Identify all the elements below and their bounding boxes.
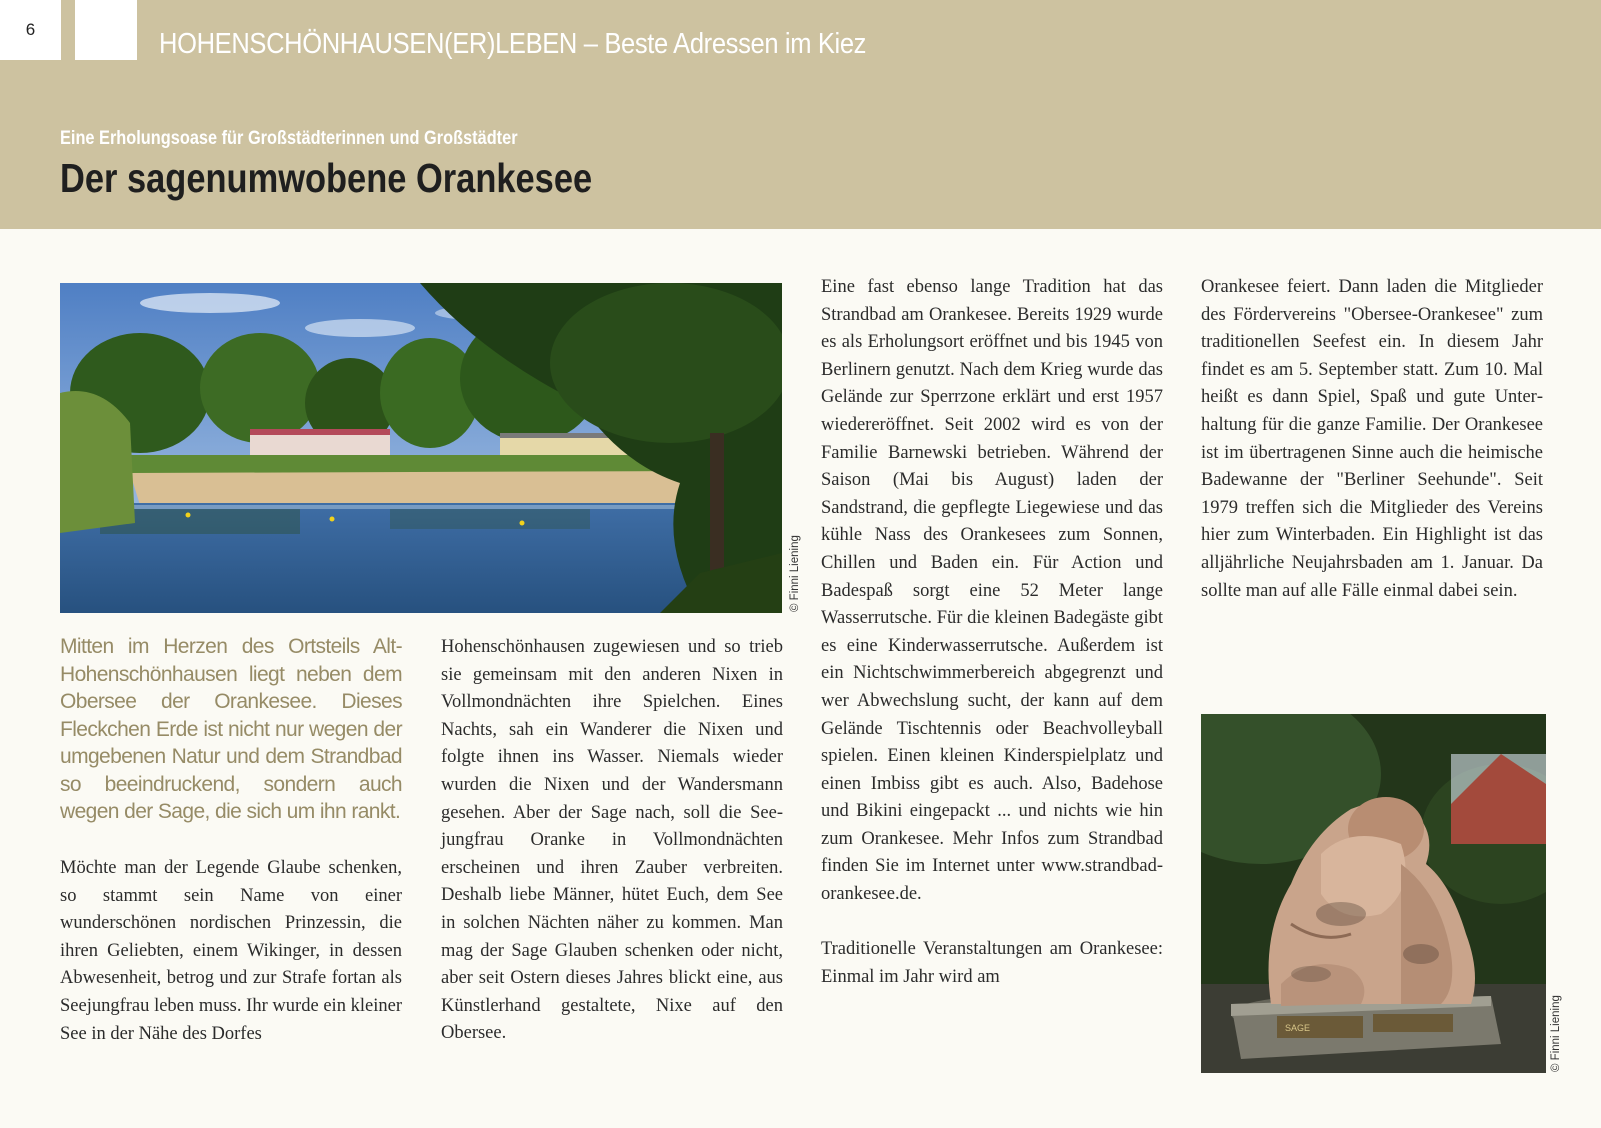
col2-paragraph-1: Hohenschönhausen zugewiesen und so trieb sie gemeinsam mit den anderen Nixen in Vollmondnächten ihre Spielchen. Eines Nachts, sah ein Wanderer die Nixen und folgte ihnen ins Wasser. Niemals wieder wurden die Nixen und der Wandersmann gesehen. Aber der Sage nach, soll die Seejungfrau Oranke in Vollmondnächten erscheinen und ihren Zauber verbreiten. Deshalb liebe Männer, hütet Euch, dem See in solchen Nächten näher zu kommen. Man mag der Sage Glauben schenken oder nicht, aber seit Ostern dieses Jahres blickt eine, aus Künstlerhand gestaltete, Nixe auf den Obersee. bbox=[441, 637, 783, 1044]
article-kicker: Eine Erholungsoase für Großstädterinnen und Großstädter bbox=[60, 128, 518, 149]
column-1 bbox=[60, 855, 402, 1048]
lake-photo bbox=[60, 283, 782, 613]
col1-paragraph-1: Möchte man der Legende Glaube schenken, so stammt sein Name von einer wunderschönen nordischen Prinzessin, die ihren Geliebten, einem Wikinger, in dessen Abwesenheit, betrog und zur Strafe fortan als Seejungfrau leben muss. Ihr wurde ein kleiner See in der Nähe des Dorfes bbox=[60, 858, 402, 1044]
column-3 bbox=[821, 274, 1163, 991]
sculpture-photo bbox=[1201, 714, 1546, 1073]
col3-paragraph-1: Eine fast ebenso lange Tradition hat das Strandbad am Orankesee. Bereits 1929 wurde es als Erholungsort eröffnet und bis 1945 von Berlinern genutzt. Nach dem Krieg wurde das Gelände zur Sperrzone erklärt und erst 1957 wiedereröffnet. Seit 2002 wird es von der Familie Barnewski betrieben. Während der Saison (Mai bis August) laden der Sandstrand, die gepflegte Liegewiese und das kühle Nass des Orankesees zum Sonnen, Chillen und Baden ein. Für Action und Badespaß sorgt eine 52 Meter lange Wasserrutsche. Für die kleinen Badegäste gibt es eine Kinderwasserrutsche. Außerdem ist ein Nichtschwimmerbereich abgegrenzt und wer Abwechslung sucht, der kann auf dem Gelände Tischtennis oder Beachvolleyball spielen. Einen kleinen Kinderspielplatz und einen Imbiss gibt es auch. Also, Badehose und Bikini eingepackt ... und nichts wie hin zum Orankesee. Mehr Infos zum Strandbad finden Sie im Internet unter www.strandbad-orankesee.de. bbox=[821, 277, 1163, 905]
column-2 bbox=[441, 634, 783, 1048]
page-number: 6 bbox=[0, 0, 61, 60]
sculpture-plaque-text: SAGE bbox=[1285, 1023, 1311, 1033]
article-headline: Der sagenumwobene Orankesee bbox=[60, 155, 593, 201]
column-4 bbox=[1201, 274, 1543, 605]
lake-photo-credit: © Finni Liening bbox=[789, 535, 801, 612]
col3-paragraph-2: Traditionelle Veranstaltungen am Orankesee: Einmal im Jahr wird am bbox=[821, 939, 1163, 987]
page-header bbox=[0, 0, 1601, 229]
running-title: HOHENSCHÖNHAUSEN(ER)LEBEN – Beste Adressen im Kiez bbox=[159, 28, 867, 60]
lead-paragraph: Mitten im Herzen des Ortsteils Alt-Hohenschönhausen liegt neben dem Obersee der Orankesee. Dieses Fleckchen Erde ist nicht nur wegen der umgebenen Natur und dem Strandbad so beeindruckend, sondern auch wegen der Sage, die sich um ihn rankt. bbox=[60, 635, 402, 823]
lake-photo-image bbox=[60, 283, 782, 613]
sculpture-photo-image bbox=[1201, 714, 1546, 1073]
header-decor-square bbox=[75, 0, 137, 60]
col4-paragraph-1: Orankesee feiert. Dann laden die Mitglieder des Fördervereins "Obersee-Orankesee" zum traditionellen Seefest ein. In diesem Jahr findet es am 5. September statt. Zum 10. Mal heißt es dann Spiel, Spaß und gute Unterhaltung für die ganze Familie. Der Orankesee ist im übertragenen Sinne auch die heimische Badewanne der "Berliner Seehunde". Seit 1979 treffen sich die Mitglieder des Vereins hier zum Winterbaden. Ein Highlight ist das alljährliche Neujahrsbaden am 1. Januar. Da sollte man auf alle Fälle einmal dabei sein. bbox=[1201, 277, 1543, 601]
sculpture-photo-credit: © Finni Liening bbox=[1550, 995, 1562, 1072]
